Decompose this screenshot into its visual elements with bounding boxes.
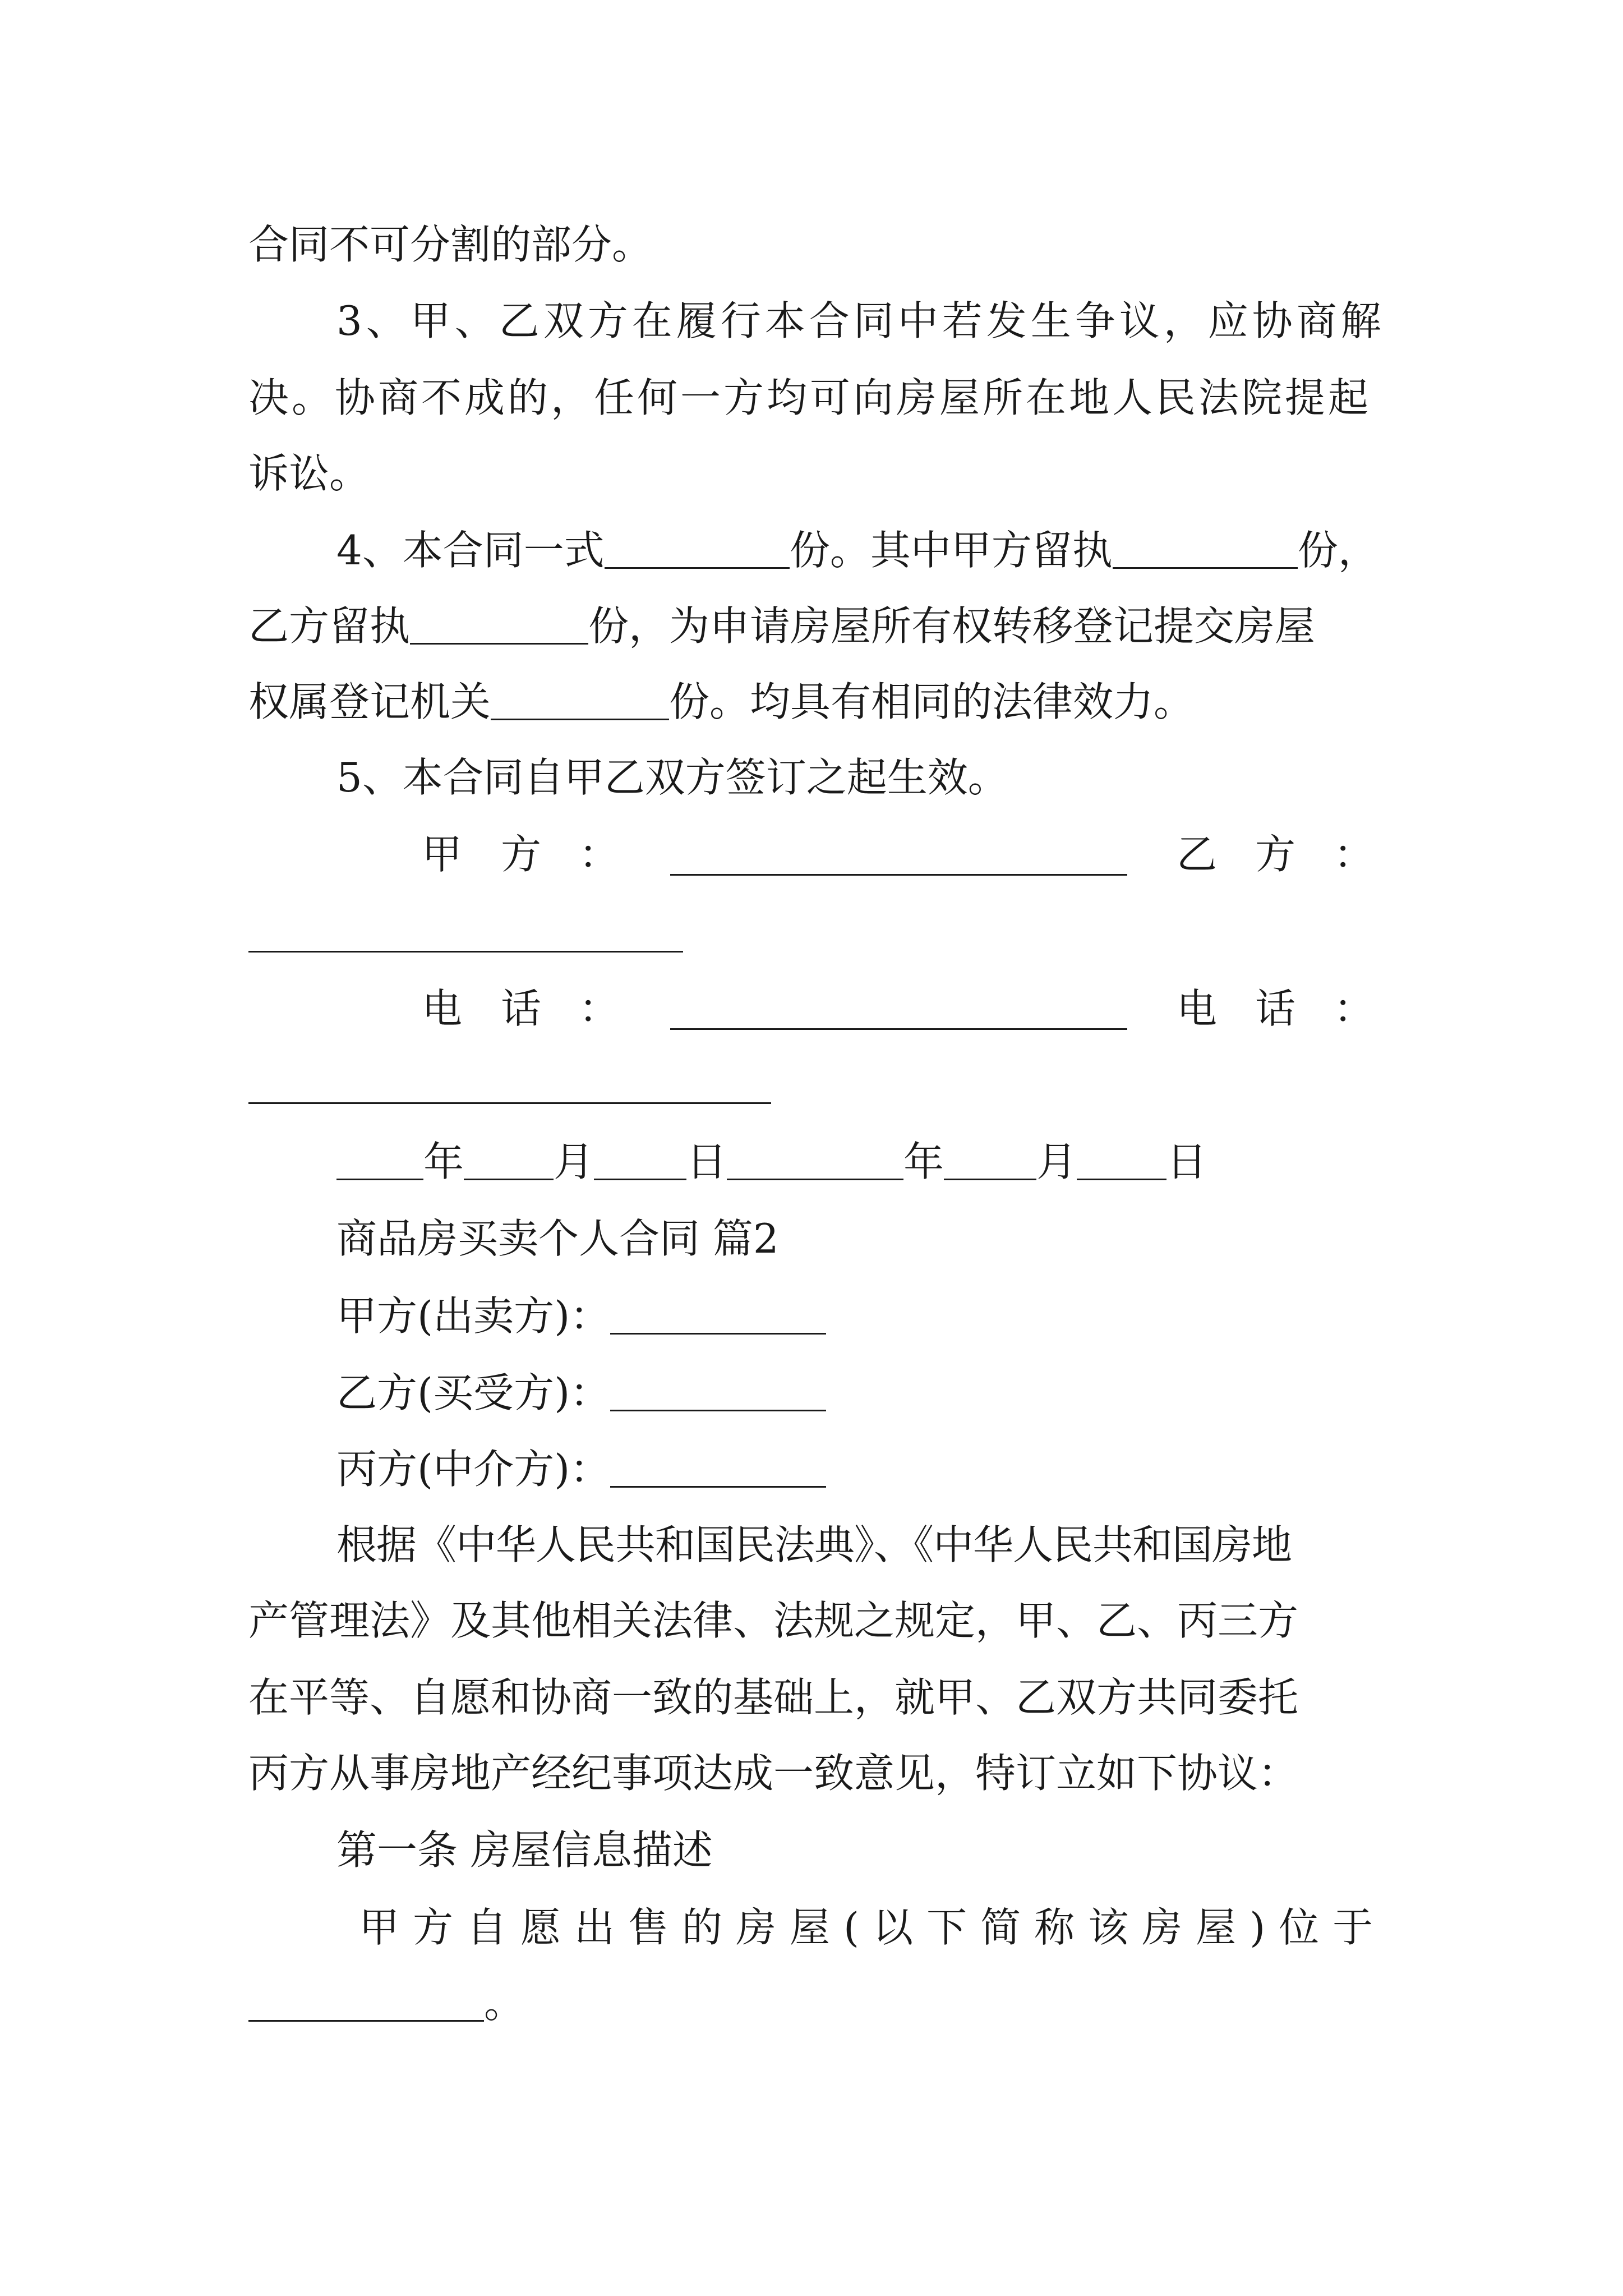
year-label: 年 (903, 1138, 944, 1185)
clause-text: 份。其中甲方留执 (789, 527, 1113, 574)
phone-a-line[interactable] (670, 1028, 1127, 1030)
label-char: ： (579, 985, 620, 1032)
day-blank[interactable] (594, 1145, 686, 1180)
blank-field[interactable] (491, 685, 669, 720)
paragraph-line (248, 602, 1316, 650)
buyer-blank[interactable] (610, 1376, 826, 1411)
section-title: 商品房买卖个人合同 篇2 (336, 1215, 779, 1262)
label-char: 电 (422, 985, 463, 1032)
seller-blank[interactable] (610, 1299, 826, 1335)
label-char: 甲 (422, 831, 463, 878)
sentence-end: 。 (484, 1980, 525, 2027)
phone-b-line[interactable] (248, 1102, 771, 1104)
month-blank[interactable] (464, 1145, 554, 1180)
paragraph-line: 3、甲、乙双方在履行本合同中若发生争议，应协商解 (336, 297, 1385, 344)
paragraph-line: 合同不可分割的部分。 (248, 221, 653, 268)
agent-label: 丙方(中介方)： (336, 1446, 611, 1493)
blank-field[interactable] (605, 533, 790, 569)
date-line (336, 1138, 1207, 1185)
location-blank[interactable] (248, 1986, 484, 2022)
year-label: 年 (423, 1138, 464, 1185)
paragraph-line: 丙方从事房地产经纪事项达成一致意见，特订立如下协议： (248, 1750, 1299, 1797)
paragraph-line (248, 1980, 525, 2027)
label-char: ： (1334, 985, 1375, 1032)
paragraph-line: 诉讼。 (248, 450, 370, 497)
year-blank[interactable] (727, 1145, 903, 1180)
blank-field[interactable] (410, 609, 588, 645)
clause-text: 乙方留执 (248, 602, 411, 650)
year-blank[interactable] (336, 1145, 423, 1180)
month-blank[interactable] (944, 1145, 1036, 1180)
buyer-line (336, 1369, 826, 1416)
clause-text: 4、本合同一式 (336, 527, 605, 574)
party-a-signature-line[interactable] (670, 874, 1127, 876)
party-b-signature-line[interactable] (248, 951, 683, 953)
paragraph-line: 根据《中华人民共和国民法典》、《中华人民共和国房地 (336, 1521, 1292, 1568)
label-char: 方 (1255, 831, 1296, 878)
month-label: 月 (554, 1138, 594, 1185)
day-label: 日 (1166, 1138, 1207, 1185)
seller-line (336, 1292, 826, 1340)
clause-text: 份。均具有相同的法律效力。 (669, 678, 1195, 725)
month-label: 月 (1036, 1138, 1077, 1185)
label-char: 话 (1255, 985, 1296, 1032)
label-char: 电 (1177, 985, 1218, 1032)
label-char: 话 (501, 985, 542, 1032)
agent-blank[interactable] (610, 1452, 826, 1488)
paragraph-line: 决。协商不成的，任何一方均可向房屋所在地人民法院提起 (248, 374, 1372, 421)
clause-text: 份， (1297, 527, 1378, 574)
article-heading: 第一条 房屋信息描述 (336, 1826, 713, 1874)
paragraph-line (336, 527, 1378, 574)
label-char: 乙 (1177, 831, 1218, 878)
clause-text: 份，为申请房屋所有权转移登记提交房屋 (588, 602, 1316, 650)
clause-text: 权属登记机关 (248, 678, 491, 725)
blank-field[interactable] (1113, 533, 1298, 569)
agent-line (336, 1446, 826, 1493)
day-label: 日 (686, 1138, 727, 1185)
paragraph-line: 在平等、自愿和协商一致的基础上，就甲、乙双方共同委托 (248, 1674, 1299, 1721)
label-char: ： (579, 831, 620, 878)
label-char: ： (1334, 831, 1375, 878)
label-char: 方 (501, 831, 542, 878)
paragraph-line: 甲方自愿出售的房屋(以下简称该房屋)位于 (359, 1904, 1387, 1951)
paragraph-line (248, 678, 1195, 725)
day-blank[interactable] (1077, 1145, 1166, 1180)
paragraph-line: 产管理法》及其他相关法律、法规之规定，甲、乙、丙三方 (248, 1597, 1299, 1644)
seller-label: 甲方(出卖方)： (336, 1292, 611, 1340)
paragraph-line: 5、本合同自甲乙双方签订之起生效。 (336, 754, 1008, 801)
buyer-label: 乙方(买受方)： (336, 1369, 611, 1416)
